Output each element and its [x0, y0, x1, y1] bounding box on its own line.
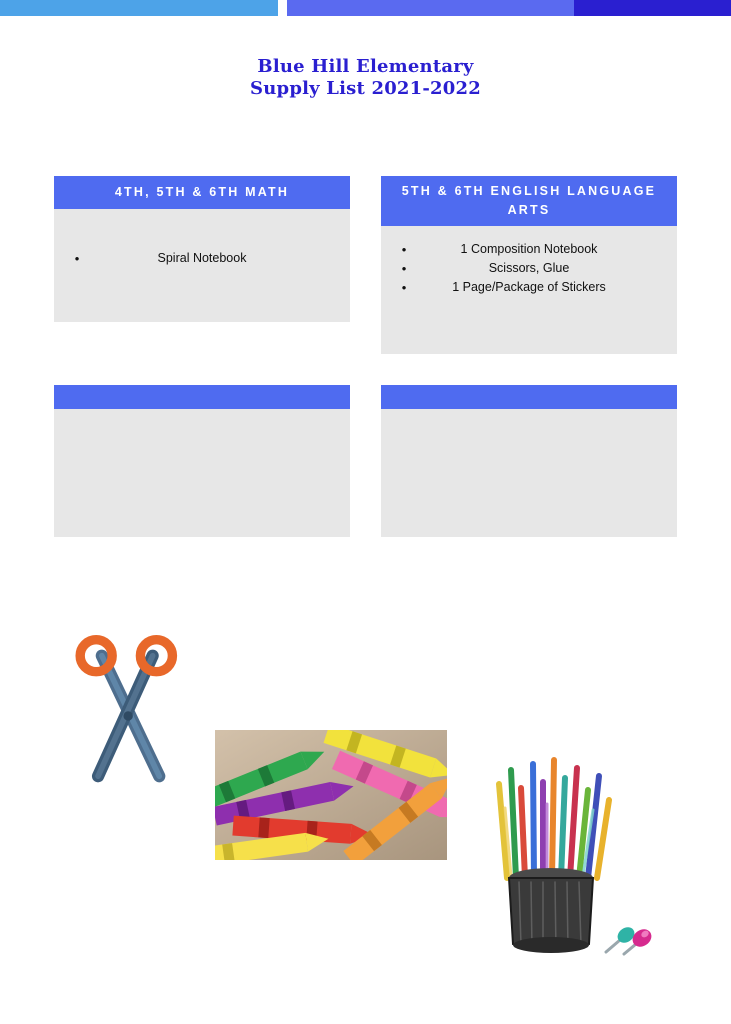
card-ela-header: 5TH & 6TH ENGLISH LANGUAGE ARTS	[381, 176, 677, 226]
list-item	[391, 240, 667, 259]
bar-indigo	[574, 0, 731, 16]
card-math-list	[64, 223, 340, 268]
scissors-illustration	[66, 635, 196, 795]
card-math-body	[54, 209, 350, 322]
list-item-label: 1 Composition Notebook	[460, 242, 598, 256]
bullet-icon: •	[74, 251, 80, 266]
card-ela-list	[391, 240, 667, 297]
title-line-1: Blue Hill Elementary	[257, 56, 474, 77]
bar-gap	[278, 0, 287, 16]
bullet-icon: •	[401, 242, 407, 257]
card-row-1	[54, 176, 677, 354]
card-blank-right	[381, 385, 677, 537]
top-color-bars	[0, 0, 731, 16]
page-title	[0, 56, 731, 100]
list-item-label: Scissors, Glue	[488, 261, 570, 275]
pencil-cup-photo	[487, 748, 617, 958]
bar-periwinkle	[287, 0, 574, 16]
title-line-2: Supply List 2021-2022	[250, 78, 481, 99]
artwork-area	[0, 600, 731, 1000]
push-pins-illustration	[600, 918, 656, 958]
supply-card-grid	[54, 176, 677, 537]
list-item	[391, 259, 667, 278]
bullet-icon: •	[401, 261, 407, 276]
bar-light-blue	[0, 0, 278, 16]
card-row-2	[54, 385, 677, 537]
card-blank-right-body	[381, 409, 677, 537]
list-item-label: Spiral Notebook	[157, 251, 247, 265]
card-ela	[381, 176, 677, 354]
card-blank-left	[54, 385, 350, 537]
card-math-spacer	[64, 223, 340, 249]
card-blank-left-body	[54, 409, 350, 537]
list-item-label: 1 Page/Package of Stickers	[452, 280, 606, 294]
card-ela-body	[381, 226, 677, 354]
card-math	[54, 176, 350, 354]
bullet-icon: •	[401, 280, 407, 295]
card-blank-left-header	[54, 385, 350, 409]
card-math-header: 4TH, 5TH & 6TH MATH	[54, 176, 350, 209]
crayons-photo	[215, 730, 447, 860]
list-item	[391, 278, 667, 297]
list-item	[64, 249, 340, 268]
card-blank-right-header	[381, 385, 677, 409]
